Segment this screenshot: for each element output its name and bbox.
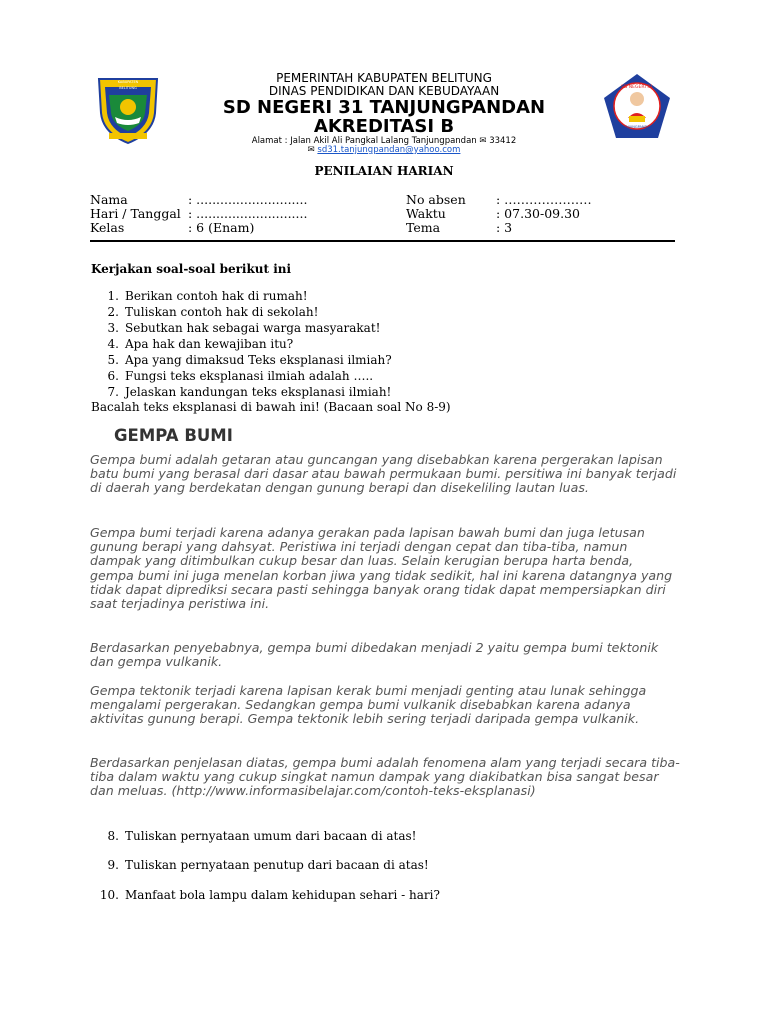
- question-text: Apa hak dan kewajiban itu?: [125, 337, 294, 351]
- article-heading: GEMPA BUMI: [114, 426, 233, 445]
- list-item: [95, 305, 318, 319]
- question-number: 6.: [107, 369, 119, 383]
- list-item: [95, 829, 417, 843]
- question-number: 2.: [107, 305, 119, 319]
- article-paragraph-4: Gempa tektonik terjadi karena lapisan kerak bumi menjadi genting atau lunak sehingga mengalami pergerakan. Sedangkan gempa bumi vulkanik disebabkan karena adanya aktivitas gunung berapi. Gempa tektonik lebih sering terjadi daripada gempa vulkanik.: [90, 683, 647, 727]
- list-item: [95, 369, 373, 383]
- school-address: Alamat : Jalan Akil Ali Pangkal Lalang Tanjungpandan ✉ 33412: [251, 136, 517, 146]
- article-paragraph-3: Berdasarkan penyebabnya, gempa bumi dibedakan menjadi 2 yaitu gempa bumi tektonik dan gempa vulkanik.: [90, 640, 659, 670]
- left-logo-text: KABUPATEN BELITUNG: [117, 80, 139, 90]
- list-item: [95, 289, 308, 303]
- question-text: Jelaskan kandungan teks eksplanasi ilmiah!: [125, 385, 392, 399]
- school-email-link[interactable]: sd31.tanjungpandan@yahoo.com: [317, 145, 461, 155]
- waktu-label: Waktu: [406, 206, 446, 221]
- article-paragraph-2: Gempa bumi terjadi karena adanya gerakan pada lapisan bawah bumi dan juga letusan gunung berapi yang dahsyat. Peristiwa ini terjadi dengan cepat dan tiba-tiba, namun dampak yang ditimbulkan cukup besar dan luas. Selain kerugian berupa harta benda, gempa bumi ini juga menelan korban jiwa yang tidak sedikit, hal ini karena datangnya yang tidak dapat diprediksi secara pasti sehingga banyak orang tidak dapat mempersiapkan diri saat terjadinya peristiwa ini.: [90, 525, 673, 612]
- kelas-value: : 6 (Enam): [188, 220, 255, 235]
- header-divider: [90, 240, 675, 242]
- accreditation: AKREDITASI B: [313, 116, 455, 137]
- nama-value: : ............................: [188, 192, 308, 207]
- absen-value: : …………………: [496, 192, 592, 207]
- header-department: DINAS PENDIDIKAN DAN KEBUDAYAAN: [268, 84, 500, 98]
- right-logo-text: SD NEGERI 31: [621, 85, 653, 90]
- question-text: Apa yang dimaksud Teks eksplanasi ilmiah?: [125, 353, 392, 367]
- question-number: 5.: [107, 353, 119, 367]
- list-item: [95, 888, 440, 902]
- page-title: PENILAIAN HARIAN: [314, 164, 454, 178]
- waktu-value: : 07.30-09.30: [496, 206, 580, 221]
- question-number: 10.: [99, 888, 119, 902]
- question-text: Fungsi teks eksplanasi ilmiah adalah …..: [125, 369, 374, 383]
- question-number: 4.: [107, 337, 119, 351]
- list-item: [95, 353, 392, 367]
- right-logo-sub: TANJUNGPANDAN: [621, 125, 653, 129]
- question-text: Sebutkan hak sebagai warga masyarakat!: [125, 321, 381, 335]
- nama-label: Nama: [90, 192, 128, 207]
- school-name: SD NEGERI 31 TANJUNGPANDAN: [222, 97, 546, 118]
- hari-label: Hari / Tanggal: [90, 206, 181, 221]
- question-number: 3.: [107, 321, 119, 335]
- field-row-3: [90, 221, 690, 235]
- header-government: PEMERINTAH KABUPATEN BELITUNG: [276, 71, 492, 85]
- tema-label: Tema: [406, 220, 441, 235]
- tema-value: : 3: [496, 220, 513, 235]
- question-number: 9.: [107, 858, 119, 872]
- hari-value: : ............................: [188, 206, 308, 221]
- mail-icon: ✉: [307, 145, 318, 155]
- question-text: Berikan contoh hak di rumah!: [125, 289, 308, 303]
- question-number: 7.: [107, 385, 119, 399]
- kelas-label: Kelas: [90, 220, 125, 235]
- question-text: Tuliskan pernyataan umum dari bacaan di atas!: [125, 829, 417, 843]
- absen-label: No absen: [406, 192, 466, 207]
- question-text: Manfaat bola lampu dalam kehidupan sehari - hari?: [125, 888, 440, 902]
- article-paragraph-1: Gempa bumi adalah getaran atau guncangan yang disebabkan karena pergerakan lapisan batu bumi yang berasal dari dasar atau bawah permukaan bumi. persitiwa ini banyak terjadi di daerah yang berdekatan dengan gunung berapi dan disekeliling lautan luas.: [90, 452, 677, 496]
- question-number: 1.: [107, 289, 119, 303]
- question-text: Tuliskan pernyataan penutup dari bacaan di atas!: [125, 858, 429, 872]
- reading-instruction: Bacalah teks eksplanasi di bawah ini! (Bacaan soal No 8-9): [91, 400, 451, 414]
- instruction: Kerjakan soal-soal berikut ini: [91, 262, 292, 276]
- list-item: [95, 337, 293, 351]
- question-number: 8.: [107, 829, 119, 843]
- list-item: [95, 858, 429, 872]
- question-text: Tuliskan contoh hak di sekolah!: [125, 305, 319, 319]
- field-row-1: [90, 193, 690, 207]
- list-item: [95, 385, 391, 399]
- field-row-2: [90, 207, 690, 221]
- article-paragraph-5: Berdasarkan penjelasan diatas, gempa bumi adalah fenomena alam yang terjadi secara tiba-tiba dalam waktu yang cukup singkat namun dampak yang diakibatkan bisa sangat besar dan meluas. (http://www.informasibelajar.com/contoh-teks-eksplanasi): [90, 755, 680, 799]
- school-email-row: [0, 145, 768, 155]
- list-item: [95, 321, 380, 335]
